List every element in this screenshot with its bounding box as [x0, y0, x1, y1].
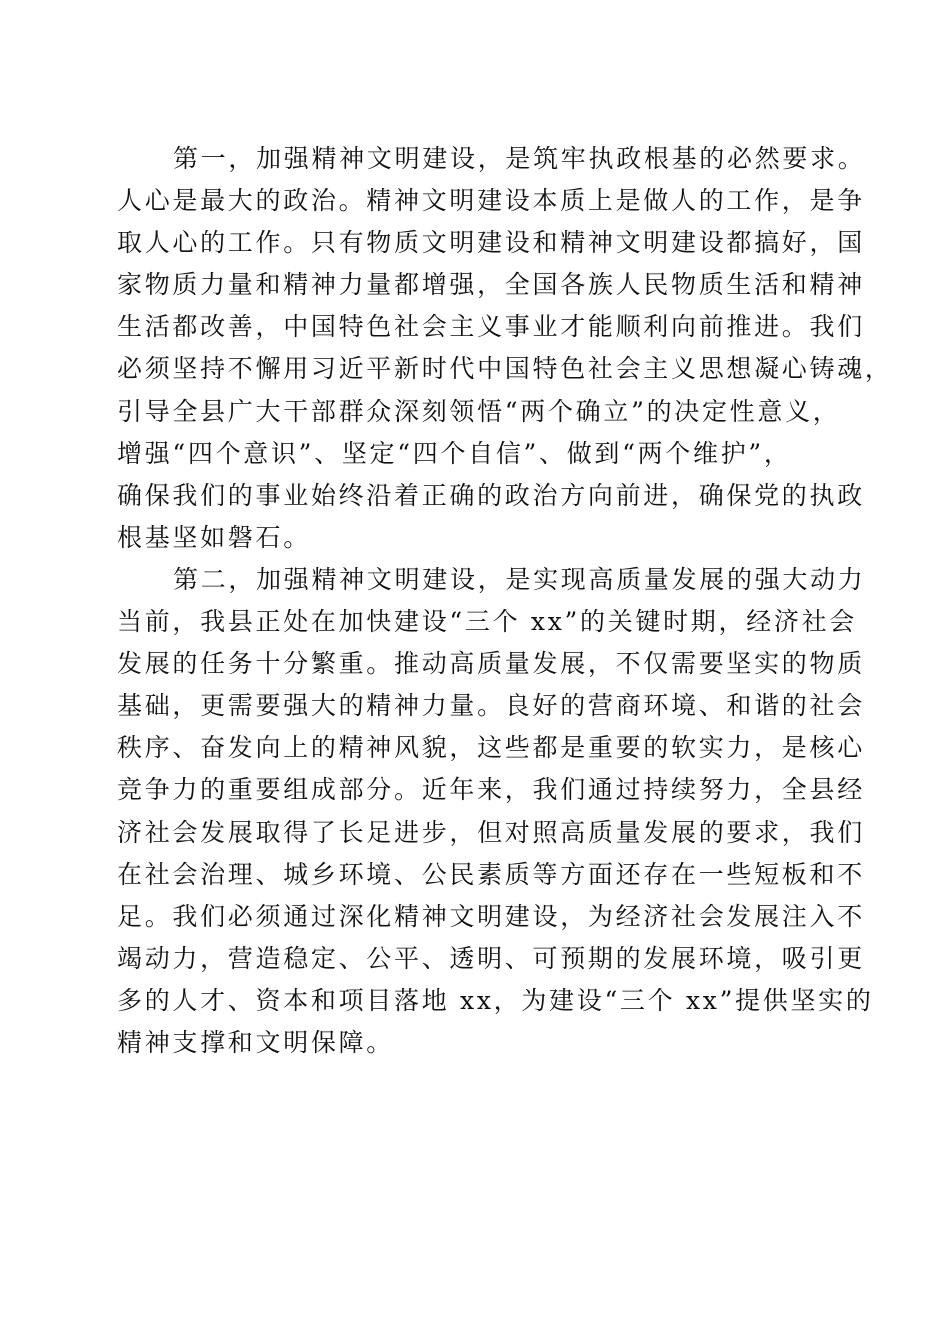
paragraph-1-line: 人心是最大的政治。精神文明建设本质上是做人的工作，是争: [117, 186, 865, 216]
paragraph-2-line: 当前，我县正处在加快建设“三个 xx”的关键时期，经济社会: [117, 607, 858, 637]
paragraph-2-line: 竞争力的重要组成部分。近年来，我们通过持续努力，全县经: [117, 775, 865, 805]
paragraph-1-line: 生活都改善，中国特色社会主义事业才能顺利向前推进。我们: [117, 312, 865, 342]
paragraph-1-line: 取人心的工作。只有物质文明建设和精神文明建设都搞好，国: [117, 228, 865, 258]
paragraph-1-line: 确保我们的事业始终沿着正确的政治方向前进，确保党的执政: [117, 480, 865, 510]
paragraph-1-line: 根基坚如磐石。: [117, 522, 311, 552]
paragraph-2-line: 精神支撑和文明保障。: [117, 1027, 395, 1057]
paragraph-1-heading: 第一，加强精神文明建设，是筑牢执政根基的必然要求。: [173, 144, 866, 173]
paragraph-1-line: 必须坚持不懈用习近平新时代中国特色社会主义思想凝心铸魂，: [117, 354, 893, 384]
paragraph-1-line: 增强“四个意识”、坚定“四个自信”、做到“两个维护”，: [117, 438, 792, 468]
document-body: [117, 138, 893, 1064]
paragraph-1-line: 家物质力量和精神力量都增强，全国各族人民物质生活和精神: [117, 270, 865, 300]
paragraph-2-line: 基础，更需要强大的精神力量。良好的营商环境、和谐的社会: [117, 691, 865, 721]
paragraph-2-line: 多的人才、资本和项目落地 xx，为建设“三个 xx”提供坚实的: [117, 985, 874, 1015]
paragraph-2-line: 秩序、奋发向上的精神风貌，这些都是重要的软实力，是核心: [117, 733, 865, 763]
paragraph-1-line: 引导全县广大干部群众深刻领悟“两个确立”的决定性意义，: [117, 396, 841, 426]
paragraph-2-line: 竭动力，营造稳定、公平、透明、可预期的发展环境，吸引更: [117, 943, 865, 973]
paragraph-2-line: 发展的任务十分繁重。推动高质量发展，不仅需要坚实的物质: [117, 649, 865, 679]
paragraph-2-line: 足。我们必须通过深化精神文明建设，为经济社会发展注入不: [117, 901, 865, 931]
paragraph-2-line: 在社会治理、城乡环境、公民素质等方面还存在一些短板和不: [117, 859, 865, 889]
paragraph-2-line: 济社会发展取得了长足进步，但对照高质量发展的要求，我们: [117, 817, 865, 847]
paragraph-2-heading: 第二，加强精神文明建设，是实现高质量发展的强大动力: [173, 564, 866, 594]
